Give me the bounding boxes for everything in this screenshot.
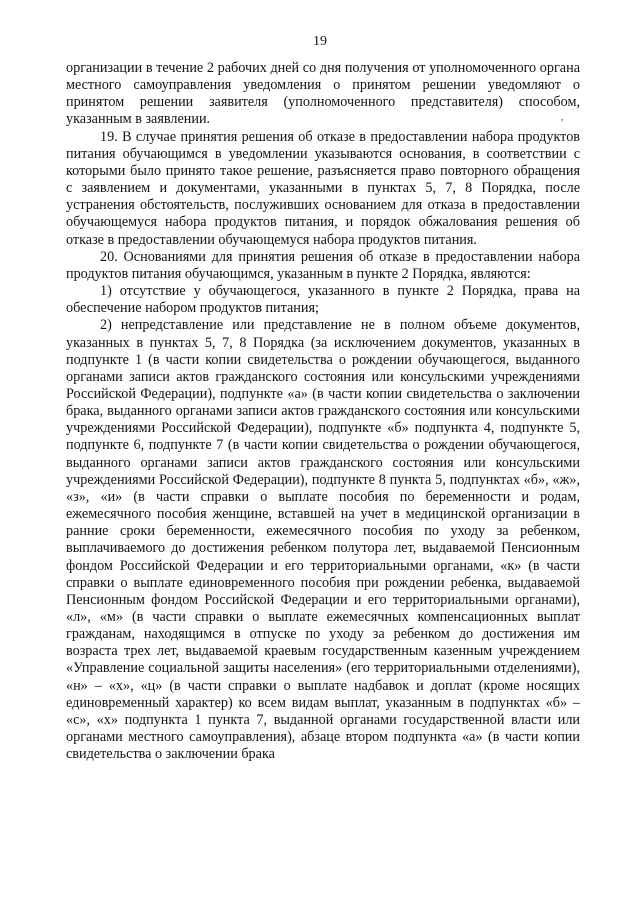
stray-pen-mark: ʹ bbox=[561, 117, 564, 129]
paragraph-item-20-2: 2) непредставление или представление не в полном объеме документов, указанных в пунктах 5, 7, 8 Порядка (за исключением документов, указанных в подпункте 1 (в части копии свидетельства о рождении обучающегося, выданного органами записи актов гражданского состояния или консульскими учреждениями Российской Федерации), подпункте «а» (в части копии свидетельства о заключении брака, выданного органами записи актов гражданского состояния или консульскими учреждениями Российской Федерации), подпункте «б» подпункта 4, подпункте 5, подпункте 6, подпункте 7 (в части копии свидетельства о рождении обучающегося, выданного органами записи актов гражданского состояния или консульскими учреждениями Российской Федерации), подпункте 8 пункта 5, подпунктах «б», «ж», «з», «и» (в части справки о выплате пособия по беременности и родам, ежемесячного пособия женщине, вставшей на учет в медицинской организации в ранние сроки беременности, ежемесячного пособия по уходу за ребенком, выплачиваемого до достижения ребенком полутора лет, выдаваемой Пенсионным фондом Российской Федерации и его территориальными органами, «к» (в части справки о выплате единовременного пособия при рождении ребенка, выдаваемой Пенсионным фондом Российской Федерации и его территориальными органами), «л», «м» (в части справки о выплате ежемесячных компенсационных выплат гражданам, находящимся в отпуске по уходу за ребенком до достижения им возраста трех лет, выдаваемой краевым государственным казенным учреждением «Управление социальной защиты населения» (его территориальными отделениями), «н» – «х», «ц» (в части справки о выплате надбавок и доплат (кроме носящих единовременный характер) ко всем видам выплат, указанным в подпунктах «б» – «с», «х» подпункта 1 пункта 7, выданной органами государственной власти или органами местного самоуправления), абзаце втором подпункта «а» (в части копии свидетельства о заключении брака bbox=[66, 317, 580, 763]
paragraph-item-19: 19. В случае принятия решения об отказе в предоставлении набора продуктов питания обучающимся в уведомлении указываются основания, в соответствии с которыми было принято такое решение, разъясняется право повторного обращения с заявлением и документами, указанными в пунктах 5, 7, 8 Порядка, после устранения обстоятельств, послуживших основанием для отказа в предоставлении обучающемуся набора продуктов питания, и порядок обжалования решения об отказе в предоставлении обучающемуся набора продуктов питания. bbox=[66, 128, 580, 248]
paragraph-continuation: организации в течение 2 рабочих дней со дня получения от уполномоченного органа местного самоуправления уведомления о принятом решении уведомляют о принятом решении заявителя (уполномоченного представителя) способом, указанным в заявлении. bbox=[66, 60, 580, 128]
paragraph-item-20-1: 1) отсутствие у обучающегося, указанного в пункте 2 Порядка, права на обеспечение набором продуктов питания; bbox=[66, 283, 580, 317]
page-number: 19 bbox=[313, 34, 327, 49]
document-body bbox=[66, 60, 580, 763]
paragraph-item-20: 20. Основаниями для принятия решения об отказе в предоставлении набора продуктов питания обучающимся, указанным в пункте 2 Порядка, являются: bbox=[66, 248, 580, 282]
